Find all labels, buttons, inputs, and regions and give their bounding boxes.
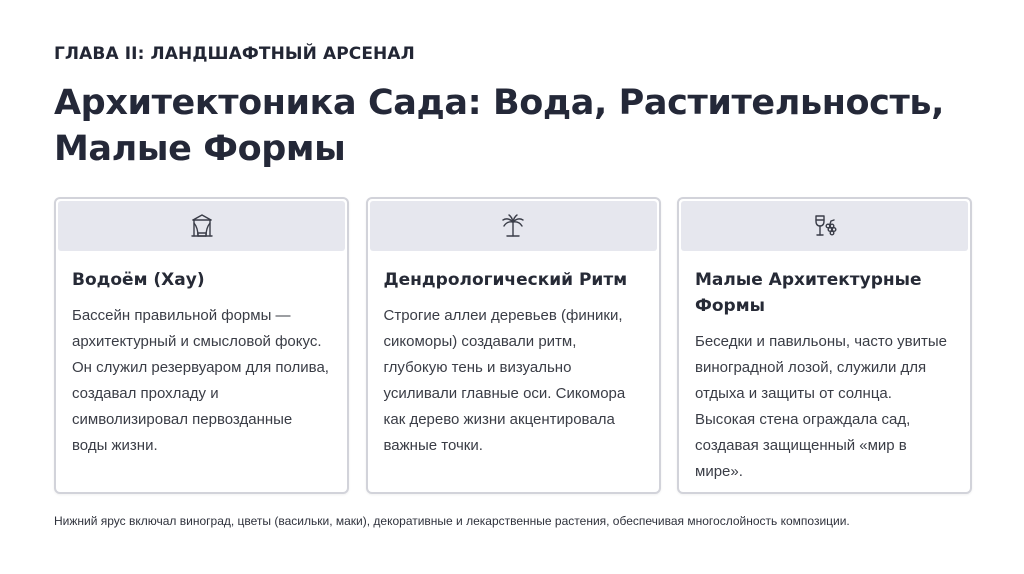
wine-grapes-icon xyxy=(810,211,840,241)
card-water xyxy=(54,197,349,494)
chapter-label: ГЛАВА II: ЛАНДШАФТНЫЙ АРСЕНАЛ xyxy=(54,44,415,64)
card-title: Малые Архитектурные Формы xyxy=(695,270,922,316)
card-title: Водоём (Хау) xyxy=(72,270,205,290)
card-header xyxy=(370,201,657,251)
palm-tree-icon xyxy=(498,211,528,241)
card-text: Бассейн правильной формы — архитектурный и смысловой фокус. Он служил резервуаром для полива, создавал прохладу и символизировал первозданные воды жизни. xyxy=(72,307,329,454)
card-title: Дендрологический Ритм xyxy=(383,270,628,290)
card-text: Беседки и павильоны, часто увитые виноградной лозой, служили для отдыха и защиты от солнца. Высокая стена ограждала сад, создавая защищенный «мир в мире». xyxy=(695,333,947,480)
card-header xyxy=(681,201,968,251)
page-title: Архитектоника Сада: Вода, Растительность, Малые Формы xyxy=(54,83,944,169)
pavilion-icon xyxy=(187,211,217,241)
card-text: Строгие аллеи деревьев (финики, сикоморы) создавали ритм, глубокую тень и визуально усиливали главные оси. Сикомора как дерево жизни акцентировала важные точки. xyxy=(383,307,626,454)
card-body xyxy=(679,251,970,485)
card-body xyxy=(368,251,659,459)
card-small-forms xyxy=(677,197,972,494)
card-body xyxy=(56,251,347,459)
footnote: Нижний ярус включал виноград, цветы (васильки, маки), декоративные и лекарственные растения, обеспечивая многослойность композиции. xyxy=(54,514,850,528)
card-header xyxy=(58,201,345,251)
card-trees xyxy=(366,197,661,494)
cards-row xyxy=(54,197,972,494)
